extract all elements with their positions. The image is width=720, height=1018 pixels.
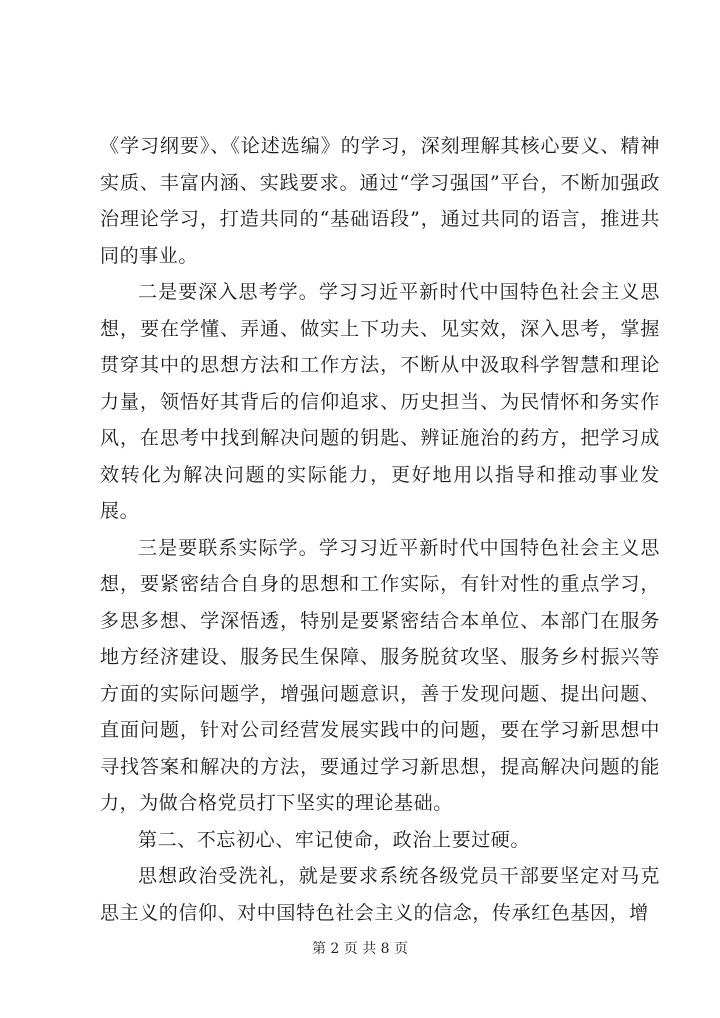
paragraph-point-two: 二是要深入思考学。学习习近平新时代中国特色社会主义思想，要在学懂、弄通、做实上下功夫、见实效，深入思考，掌握贯穿其中的思想方法和工作方法，不断从中汲取科学智慧和理论力量，领悟好其背后的信仰追求、历史担当、为民情怀和务实作风，在思考中找到解决问题的钥匙、辨证施治的药方，把学习成效转化为解决问题的实际能力，更好地用以指导和推动事业发展。 <box>100 281 660 522</box>
paragraph-point-three: 三是要联系实际学。学习习近平新时代中国特色社会主义思想，要紧密结合自身的思想和工作实际，有针对性的重点学习，多思多想、学深悟透，特别是要紧密结合本单位、本部门在服务地方经济建设、服务民生保障、服务脱贫攻坚、服务乡村振兴等方面的实际问题学，增强问题意识，善于发现问题、提出问题、直面问题，针对公司经营发展实践中的问题，要在学习新思想中寻找答案和解决的方法，要通过学习新思想，提高解决问题的能力，为做合格党员打下坚实的理论基础。 <box>100 536 660 814</box>
paragraph-political-baptism: 思想政治受洗礼，就是要求系统各级党员干部要坚定对马克思主义的信仰、对中国特色社会主义的信念，传承红色基因，增 <box>100 865 660 924</box>
paragraph-continuation: 《学习纲要》、《论述选编》的学习，深刻理解其核心要义、精神实质、丰富内涵、实践要求。通过“学习强国”平台，不断加强政治理论学习，打造共同的“基础语段”，通过共同的语言，推进共同的事业。 <box>100 135 660 267</box>
page-number-footer: 第 2 页 共 8 页 <box>311 941 409 957</box>
section-heading-second: 第二、不忘初心、牢记使命，政治上要过硬。 <box>138 828 531 851</box>
document-body <box>100 128 660 931</box>
